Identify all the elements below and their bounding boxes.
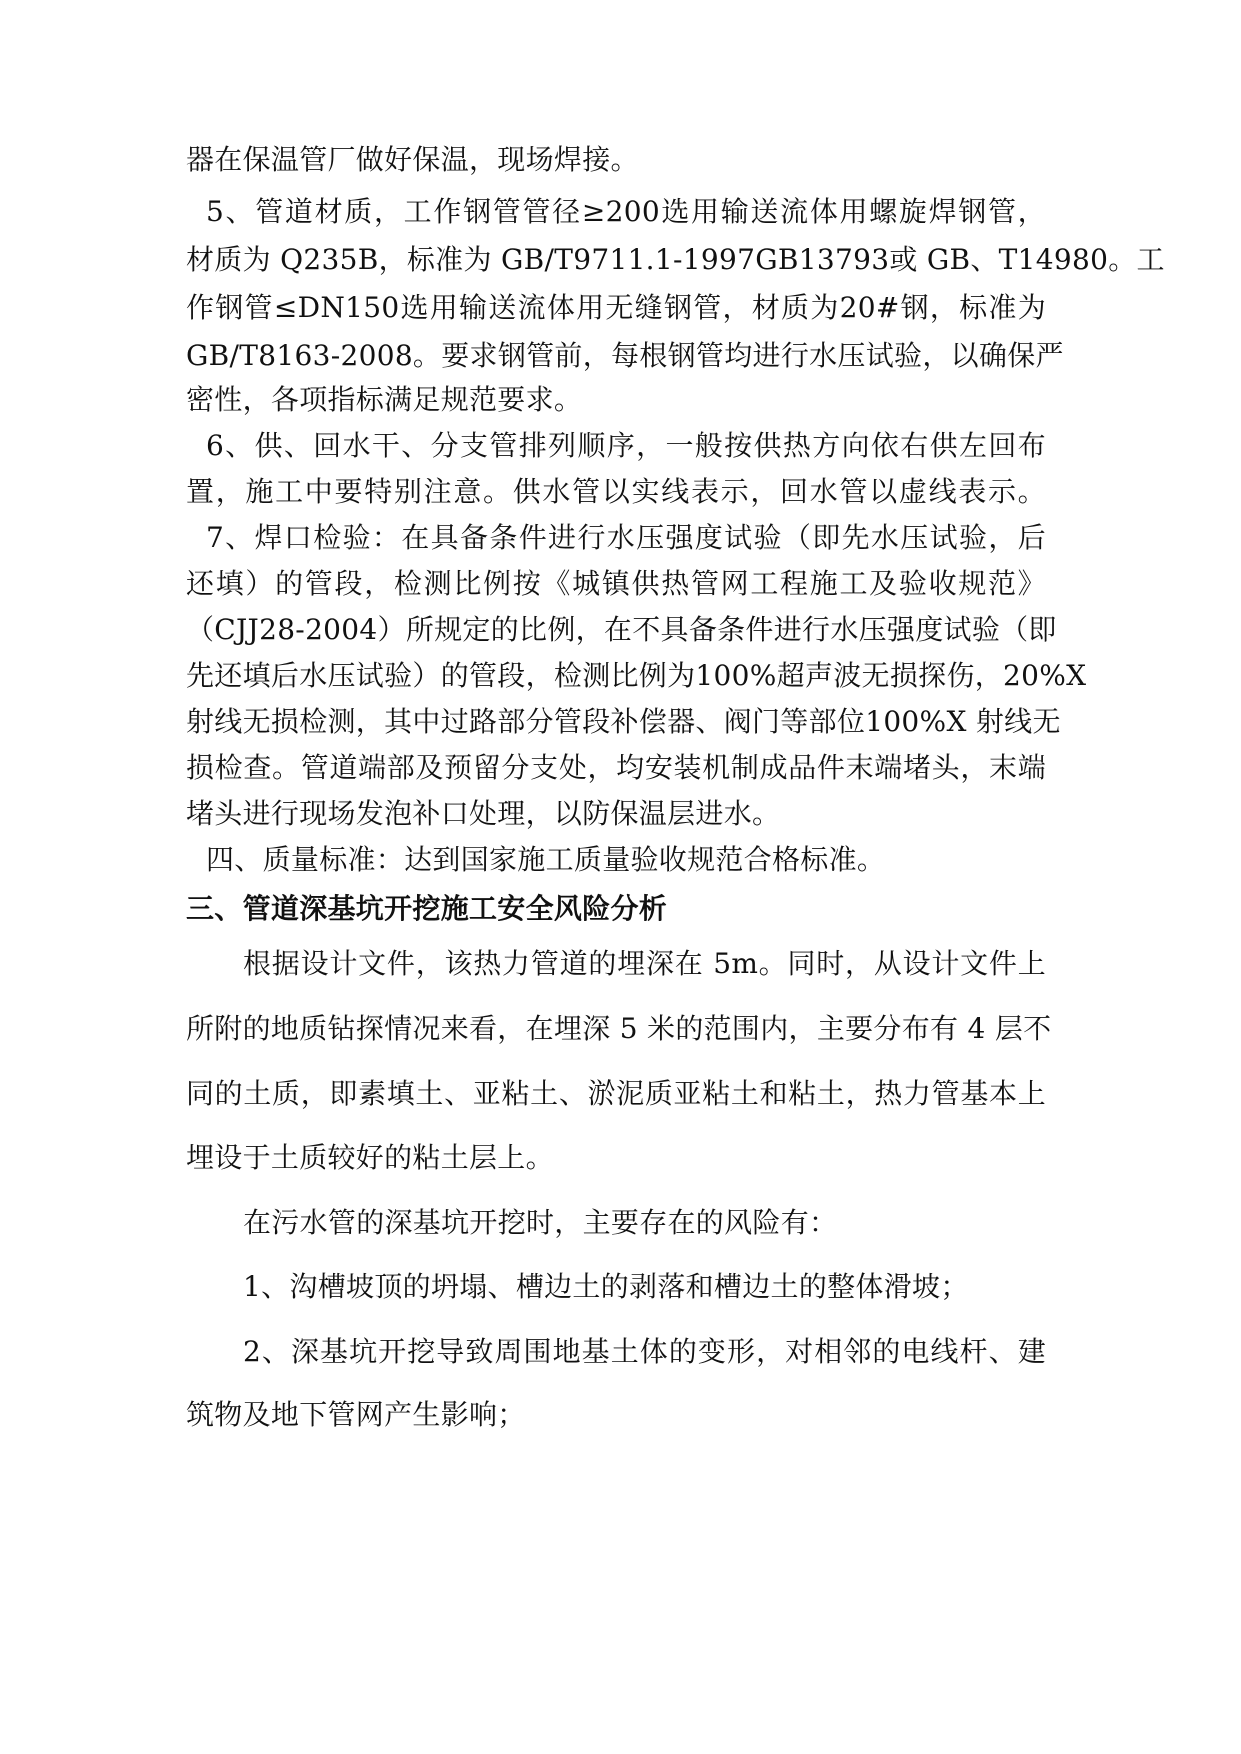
depth-line-2: 所附的地质钻探情况来看，在埋深 5 米的范围内，主要分布有 4 层不	[186, 1012, 1052, 1045]
item5-line-4: GB/T8163-2008。要求钢管前，每根钢管均进行水压试验，以确保严	[186, 339, 1064, 372]
risk2-line-2: 筑物及地下管网产生影响；	[186, 1398, 526, 1431]
depth-line-3: 同的土质，即素填土、亚粘土、淤泥质亚粘土和粘土，热力管基本上	[186, 1077, 1046, 1110]
item6-line-1: 6、供、回水干、分支管排列顺序，一般按供热方向依右供左回布	[206, 429, 1046, 462]
item5-line-5: 密性，各项指标满足规范要求。	[186, 383, 583, 416]
section-heading: 三、管道深基坑开挖施工安全风险分析	[186, 892, 668, 925]
item7-line-5: 射线无损检测，其中过路部分管段补偿器、阀门等部位100%X 射线无	[186, 705, 1061, 738]
item5-line-3: 作钢管≤DN150选用输送流体用无缝钢管，材质为20#钢，标准为	[186, 291, 1046, 324]
item5-line-2: 材质为 Q235B，标准为 GB/T9711.1-1997GB13793或 GB、T14980。工	[186, 243, 1165, 276]
risk2-line-1: 2、深基坑开挖导致周围地基土体的变形，对相邻的电线杆、建	[243, 1335, 1046, 1368]
risk-intro-line: 在污水管的深基坑开挖时，主要存在的风险有：	[243, 1206, 838, 1239]
depth-line-1: 根据设计文件，该热力管道的埋深在 5m。同时，从设计文件上	[243, 947, 1046, 980]
item7-line-3: （CJJ28-2004）所规定的比例，在不具备条件进行水压强度试验（即	[186, 613, 1057, 646]
intro-line-1: 器在保温管厂做好保温，现场焊接。	[186, 143, 639, 176]
quality-standard-line: 四、质量标准：达到国家施工质量验收规范合格标准。	[206, 843, 886, 876]
depth-line-4: 埋设于土质较好的粘土层上。	[186, 1141, 554, 1174]
item7-line-7: 堵头进行现场发泡补口处理，以防保温层进水。	[186, 797, 781, 830]
item7-line-4: 先还填后水压试验）的管段，检测比例为100%超声波无损探伤，20%X	[186, 659, 1087, 692]
item7-line-6: 损检查。管道端部及预留分支处，均安装机制成品件末端堵头，末端	[186, 751, 1046, 784]
item6-line-2: 置，施工中要特别注意。供水管以实线表示，回水管以虚线表示。	[186, 475, 1046, 508]
item7-line-1: 7、焊口检验：在具备条件进行水压强度试验（即先水压试验，后	[206, 521, 1046, 554]
item7-line-2: 还填）的管段，检测比例按《城镇供热管网工程施工及验收规范》	[186, 567, 1046, 600]
item5-line-1: 5、管道材质，工作钢管管径≥200选用输送流体用螺旋焊钢管，	[206, 195, 1046, 228]
risk1-line: 1、沟槽坡顶的坍塌、槽边土的剥落和槽边土的整体滑坡；	[243, 1270, 969, 1303]
